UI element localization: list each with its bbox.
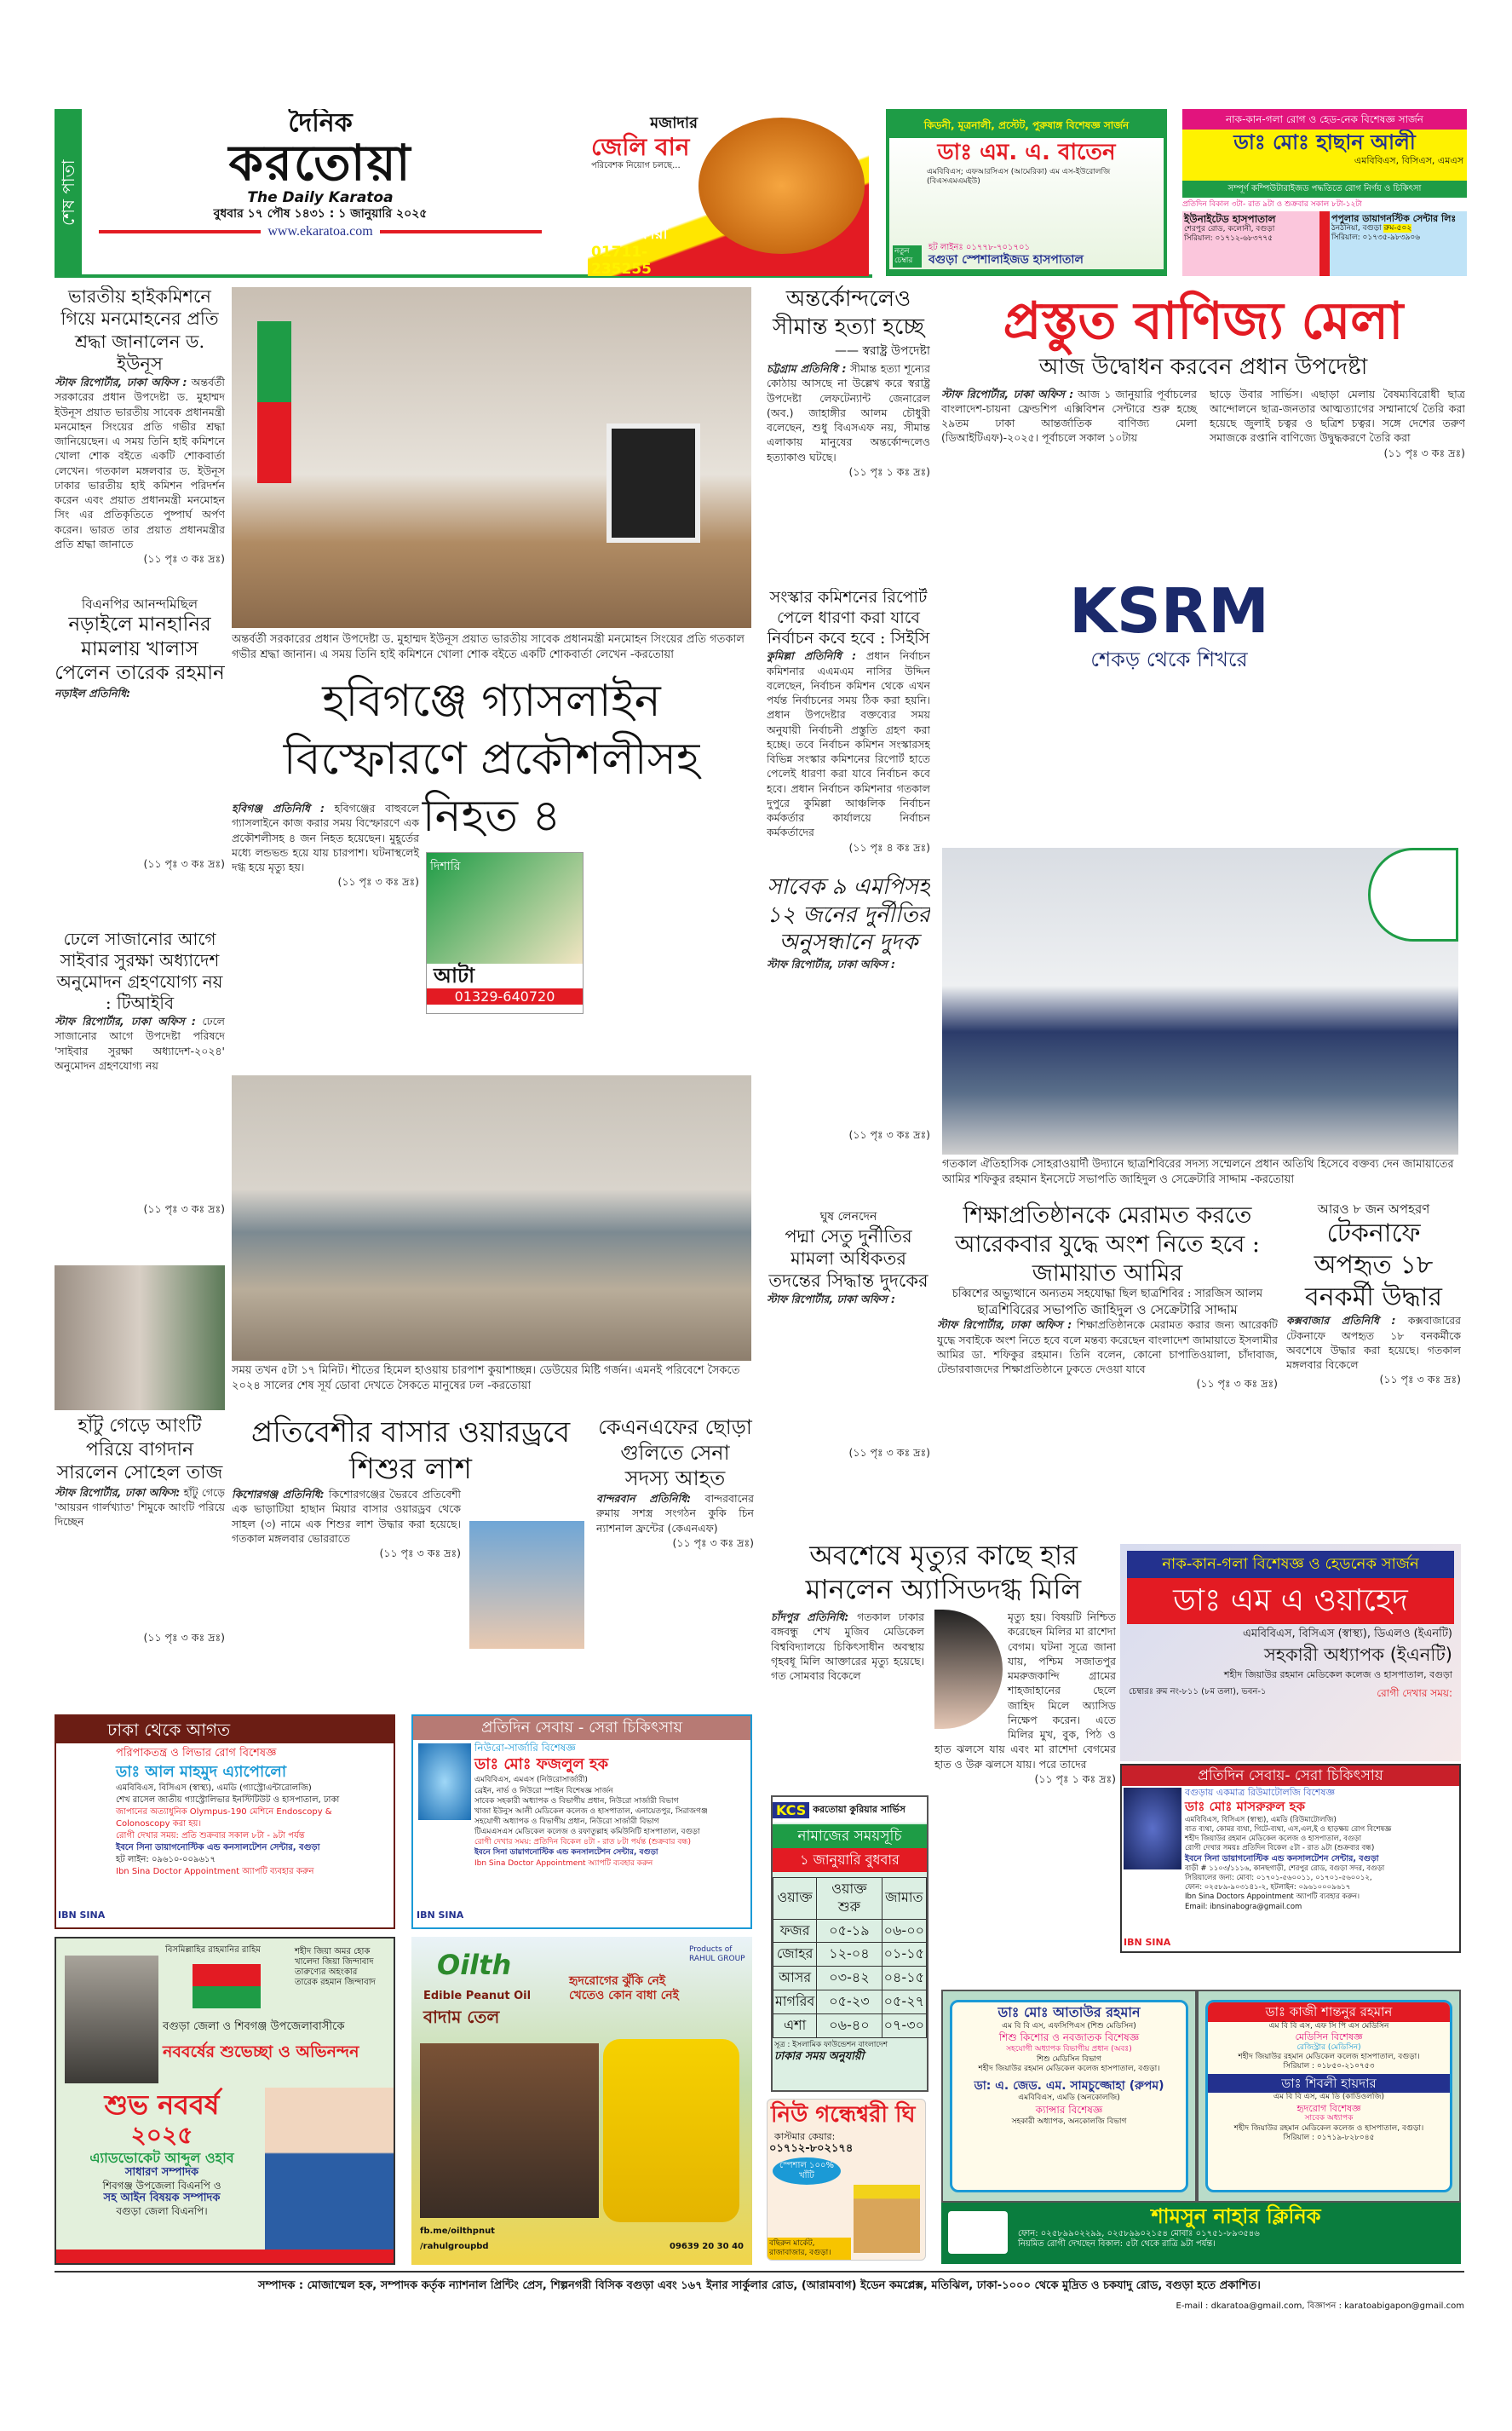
portrait-candidate [265,2088,395,2250]
continued-ref[interactable]: (১১ পৃঃ ৩ কঃ দ্রঃ) [379,1547,461,1559]
clinic-name: শামসুন নাহার ক্লিনিক [1151,2204,1321,2228]
dateline: স্টাফ রিপোর্টার, ঢাকা অফিস : [767,1293,896,1306]
dateline: স্টাফ রিপোর্টার, ঢাকা অফিস : [55,376,187,389]
story-trade-fair[interactable] [941,290,1465,550]
ksrm-tagline: শেকড় থেকে শিখরে [1090,648,1248,672]
continued-ref[interactable]: (১১ পৃঃ ৩ কঃ দ্রঃ) [1379,1373,1461,1386]
continued-ref[interactable]: (১১ পৃঃ ৩ কঃ দ্রঃ) [143,1202,225,1215]
ad-line: সাবেক সহকারী অধ্যাপক ও বিভাগীয় প্রধান, নিউরো সার্জারী বিভাগ [474,1796,679,1806]
dateline: বান্দরবান প্রতিনিধি: [596,1492,692,1505]
section-strip [55,109,82,276]
continued-ref[interactable]: (১১ পৃঃ ৩ কঃ দ্রঃ) [143,552,225,565]
bnp-flag [193,1964,261,2008]
photo-mili [934,1610,1003,1729]
ghee-jar [854,2185,920,2253]
english-name: The Daily Karatoa [247,188,394,206]
paper-name: করতোয়া [228,134,412,192]
ad-time: রোগী দেখার সময়: প্রতি শুক্রবার সকাল ৮টা - ৯টা পর্যন্ত [116,1831,305,1841]
ad-badge: নতুন চেম্বার [893,245,922,268]
ad-line: বাত ব্যথা, কোমর ব্যথা, গিটে-ব্যথা, এস,এল,ই ও হাড়ক্ষয় রোগ বিশেষজ্ঞ [1185,1824,1392,1834]
doctor-name: ডাঃ মোঃ মাসরুরুল হক [1185,1799,1305,1815]
chamber-2: পপুলার ডায়াগনস্টিক সেন্টার লিঃ ঠনঠনিয়া, বগুড়া রুম-৫০২ সিরিয়াল: ০১৭৩৫-৯৮৩৯০৬ [1330,211,1467,276]
story-body: ঢেলে সাজানোর আগে উপদেষ্টা পরিষদে 'সাইবার সুরক্ষা অধ্যাদেশ-২০২৪' অনুমোদন গ্রহণযোগ্য নয় [55,1015,225,1072]
prayer-table: ওয়াক্ত ওয়াক্ত শুরু জামাত ফজর ০৫-১৯ ০৬-০০ জোহর ১২-০৪ ০১-১৫ আসর ০৩-৪২ ০৪-১৫ মাগরিব ০৫-২৩ ০৫-২৭ এশা ০৬-৪০ ০৭-৩০ [773,1877,927,2038]
ad-neuro[interactable] [411,1714,752,1929]
ad-slogan: হৃদরোগের ঝুঁকি নেই খেতেও কোন বাধা নেই [569,1974,679,2002]
story-tib[interactable] [55,929,225,1261]
headline: হাঁটু গেড়ে আংটি পরিয়ে বাগদান সারলেন সোহেল তাজ [56,1415,223,1483]
ad-title: সহযোগী অধ্যাপক বিভাগীয় প্রধান (অবঃ) [1006,2045,1132,2054]
subhead: আজ উদ্বোধন করবেন প্রধান উপদেষ্টা [1038,354,1368,380]
prayer-date: ১ জানুয়ারি বুধবার [773,1848,927,1872]
ad-degrees: এমবিবিএস, বিসিএস, এমএস [1354,154,1463,166]
ad-header: নাক-কান-গলা রোগ ও হেড-নেক বিশেষজ্ঞ সার্জন [1182,109,1467,130]
story-body: আজ ১ জানুয়ারি পূর্বাচলের বাংলাদেশ-চায়না ফ্রেন্ডশিপ এক্সিবিশন সেন্টারে শুরু হচ্ছে ২৯তম ঢাকা আন্তর্জাতিক বাণিজ্য মেলা (ডিআইটিএফ)-২০২৫। পূর্বাচলে সকাল ১০টায় [941,387,1197,445]
continued-ref[interactable]: (১১ পৃঃ ৩ কঃ দ্রঃ) [143,1630,225,1644]
ad-org: বগুড়া জেলা বিএনপি। [116,2204,208,2217]
headline: ভারতীয় হাইকমিশনে গিয়ে মনমোহনের প্রতি শ্রদ্ধা জানালেন ড. ইউনূস [60,286,219,374]
ad-degrees: এমবিবিএস; এফআরসিএস (আমেরিকা) এম এস-ইউরোলজি (বিএসএমএমইউ) [927,168,1111,186]
kcs-logo: KCS [773,1802,809,1818]
ad-title: সহকারী অধ্যাপক (ইএনটি) [1264,1644,1452,1665]
doctor-name: ডাঃ এম. এ. বাতেন [937,140,1116,165]
ad-line: ব্রেইন, নার্ভ ও নিউরো স্পাইন বিশেষজ্ঞ সার্জন [474,1786,613,1795]
headline: কেএনএফের ছোড়া গুলিতে সেনা সদস্য আহত [598,1415,752,1490]
dateline: স্টাফ রিপোর্টার, ঢাকা অফিস : [767,957,896,971]
table-row: মাগরিব ০৫-২৩ ০৫-২৭ [773,1990,927,2013]
ad-spec: পরিপাকতন্ত্র ও লিভার রোগ বিশেষজ্ঞ [116,1747,277,1760]
ad-atauur[interactable] [941,1990,1197,2203]
continued-ref[interactable]: (১১ পৃঃ ১ কঃ দ্রঃ) [848,464,930,478]
clinic-logo [948,2211,1008,2254]
story-body: প্রধান নির্বাচন কমিশনার এএমএম নাসির উদ্দিন বলেছেন, নির্বাচন কমিশন থেকে এখন পর্যন্ত নির্বাচনের সময় ঠিক করা হয়নি। প্রধান উপদেষ্টার বক্তব্যের সময় অনুযায়ী নির্বাচনী প্রস্তুতি গ্রহণ করা হচ্ছে। তবে নির্বাচন কমিশন সংস্কারসহ বিভিন্ন সংস্কার কমিশনের রিপোর্ট হাতে পেলেই ধারণা করা যাবে নির্বাচন কবে হবে। প্রধান নির্বাচন কমিশনার গতকাল দুপুরে কুমিল্লা আঞ্চলিক নির্বাচন কর্মকর্তার কার্যালয়ে নির্বাচন কর্মকর্তাদের [767,649,930,839]
ad-hotline: হট লাইন: ০৯৬১০-০০৯৬১৭ [116,1855,216,1865]
photo-beach-sunset [232,1075,751,1361]
ad-greeting: নববর্ষের শুভেচ্ছা ও অভিনন্দন [163,2042,359,2061]
prayer-source: সূত্র : ইসলামিক ফাউন্ডেশন বাংলাদেশ [774,2040,888,2049]
subhead: ছাত্রশিবিরের সভাপতি জাহিদুল ও সেক্রেটারি সাদ্দাম [977,1301,1238,1317]
headline: অবশেষে মৃত্যুর কাছে হার মানলেন অ্যাসিডদগ্ধ মিলি [805,1539,1082,1605]
oilth-logo: Oilth [437,1949,512,1981]
dateline: নড়াইল প্রতিনিধি: [55,687,131,700]
kicker: ঘুষ লেনদেন [819,1210,877,1224]
story-body: শিক্ষাপ্রতিষ্ঠানকে মেরামত করার জন্য আরেকটি যুদ্ধে সবাইকে অংশ নিতে হবে বলে মন্তব্য করেছেন বাংলাদেশ জামায়াতে ইসলামীর আমির ডা. শফিকুর রহমান। তিনি বলেন, কোনো চাপাতিওয়ালা, চাঁদাবাজ, টেন্ডারবাজদের শিক্ষাপ্রতিষ্ঠানে ঢুকতে দেওয়া যাবে [937,1318,1278,1375]
ad-header: কিডনী, মূত্রনালী, প্রস্টেট, পুরুষাঙ্গ বিশেষজ্ঞ সার্জন [923,119,1130,131]
ad-degrees: এম বি বি এস, এফ সি পি এস মেডিসিন [1268,2021,1389,2031]
story-yunus[interactable] [55,285,225,594]
ad-rheumatology[interactable] [1120,1764,1461,1953]
story-body: গতকাল ঢাকার বঙ্গবন্ধু শেখ মুজিব মেডিকেল বিশ্ববিদ্যালয়ে চিকিৎসাধীন অবস্থায় গৃহবধূ মিলি আক্তারের মৃত্যু হয়েছে। গত সোমবার বিকেলে [771,1610,924,1682]
cooking-image [420,2043,599,2218]
subhead: চব্বিশের অভ্যুত্থানে অন্যতম সহযোদ্ধা ছিল ছাত্রশিবির : সারজিস আলম [951,1288,1263,1301]
story-jamaat[interactable] [937,1201,1278,1534]
facebook-link[interactable]: fb.me/oilthpnut [420,2226,495,2236]
website-link[interactable]: www.ekaratoa.com [267,224,373,239]
doctor-name: ডাঃ মোঃ হাছান আলী [1233,130,1416,154]
ad-ghee[interactable] [767,2099,926,2261]
ad-jelly-bun[interactable] [588,109,869,276]
dateline: স্টাফ রিপোর্টার, ঢাকা অফিস: [55,1485,181,1499]
ad-serial: সিরিয়াল : ০১৮৫০-২১০৭৫৩ [1283,2062,1375,2071]
table-row: ফজর ০৫-১৯ ০৬-০০ [773,1919,927,1943]
ibn-sina-logo: IBN SINA [1124,1937,1171,1948]
dateline: চট্টগ্রাম প্রতিনিধি : [767,362,847,375]
ad-degrees: এমবিবিএস, বিসিএস (স্বাস্থ্য), এমডি (গ্যাস্ট্রোএন্টারোলজি) [116,1783,312,1794]
ad-phone: 01329-640720 [427,988,583,1005]
ad-degrees: এমবিবিএস, এমডি (অনকোলজি) [1018,2094,1120,2103]
dateline: কুমিল্লা প্রতিনিধি : [767,649,857,663]
story-sohel-taj[interactable] [55,1414,225,1708]
ad-title: সাধারণ সম্পাদক [124,2166,199,2180]
ad-urology[interactable] [886,109,1167,276]
ad-year: ২০২৫ [130,2121,193,2150]
doctor-name: ডাঃ মোঃ আতাউর রহমান [997,2004,1141,2020]
photo-caption: অন্তর্বর্তী সরকারের প্রধান উপদেষ্টা ড. মুহাম্মদ ইউনূস প্রয়াত ভারতীয় সাবেক প্রধানমন্ত্রী মনমোহন সিংয়ের প্রতি গতকাল গভীর শ্রদ্ধা জানান। এ সময় তিনি হাই কমিশনে খোলা শোক বইতে একটি শোকবার্তা লেখেন -করতোয়া [232,633,745,661]
ad-degrees: এমবিবিএস, বিসিএস (স্বাস্থ্য), এমডি (রিউমাটোলজি) [1185,1815,1337,1824]
ad-time: রোগী দেখার সময়: প্রতিদিন বিকেল ৪টা - রাত ৮টা পর্যন্ত (শুক্রবার বন্ধ) [474,1838,691,1847]
ad-atta[interactable] [426,852,584,1014]
prayer-times-box [771,1795,928,2092]
headline: টেকনাফে অপহৃত ১৮ বনকর্মী উদ্ধার [1305,1218,1442,1312]
ad-title: নিউ গন্ধেশ্বরী ঘি [771,2102,916,2128]
continued-ref[interactable]: (১১ পৃঃ ৩ কঃ দ্রঃ) [1196,1377,1278,1391]
continued-ref[interactable]: (১১ পৃঃ ৩ কঃ দ্রঃ) [337,875,419,889]
ad-to: বগুড়া জেলা ও শিবগঞ্জ উপজেলাবাসীকে [163,2020,345,2033]
ad-time: রোগী দেখার সময়: [1377,1686,1452,1699]
ad-hospital: বগুড়া স্পেশালাইজড হাসপাতাল [928,253,1084,268]
doctor-name: ডাঃ শিবলী হায়দার [1208,2074,1450,2094]
dateline: চাঁদপুর প্রতিনিধি: [771,1610,849,1623]
story-body-2: মৃত্যু হয়। বিষয়টি নিশ্চিত করেছেন মিলির মা রাশেদা বেগম। ঘটনা সূত্রে জানা যায়, পশ্চিম সজাতপুর মমরুজকান্দি গ্রামের শাহজাহানের ছেলে জাহিদ মিলে অ্যাসিড নিক্ষেপ করেন। এতে মিলির মুখ, বুক, পিঠ ও হাত ঝলসে যায় এবং মা রাশেদা বেগমের হাত ও উরু ঝলসে যায়। পরে তাদের (১১ পৃঃ ১ কঃ দ্রঃ) [934,1610,1116,1785]
prayer-title: নামাজের সময়সূচি [773,1824,927,1848]
dateline: কক্সবাজার প্রতিনিধি : [1286,1314,1396,1328]
prayer-note: ঢাকার সময় অনুযায়ী [774,2050,865,2064]
ad-time: রোগী দেখার সময়ঃ প্রতিদিন বিকেল ৫টা - রাত ৯টা (শুক্রবার বন্ধ) [1185,1843,1375,1852]
attribution: —— স্বরাষ্ট্র উপদেষ্টা [835,344,930,358]
ad-brand: ঢাকা বেকারী [591,225,668,243]
continued-ref[interactable]: (১১ পৃঃ ৩ কঃ দ্রঃ) [848,1446,930,1460]
ad-chamber: চেম্বারঃ রুম নং-৮১১ (৮ম তলা), ভবন-১ [1129,1686,1267,1697]
ad-ksrm[interactable] [1022,554,1316,724]
kicker: আরও ৮ জন অপহরণ [1317,1201,1430,1217]
ad-serial: সিরিয়াল : ০১৭১৯-৮২৮০৪৫ [1283,2133,1375,2142]
continued-ref[interactable]: (১১ পৃঃ ৪ কঃ দ্রঃ) [848,840,930,854]
story-knf[interactable] [596,1414,754,1708]
headline: অন্তর্কোন্দলেও সীমান্ত হত্যা হচ্ছে [772,286,924,340]
ad-maker: Products of RAHUL GROUP [689,1945,745,1963]
headline: পদ্মা সেতু দুর্নীতির মামলা অধিকতর তদন্তের সিদ্ধান্ত দুদকের [768,1225,928,1291]
chamber-1: ইউনাইটেড হাসপাতাল শেরপুর রোড, কলোনী, বগুড়া সিরিয়াল: ০১৭১২-৬৮৩৭৭৫ [1182,211,1319,276]
ad-email: Email: ibnsinabogra@gmail.com [1185,1902,1302,1911]
ad-ent-waheed[interactable] [1120,1544,1461,1761]
doctor-name: ডাঃ মোঃ ফজলুল হক [474,1755,609,1774]
story-tarique[interactable] [55,596,225,920]
ad-oilth[interactable] [411,1937,752,2265]
paper-prefix: দৈনিক [288,109,353,138]
ad-kazi-shibli[interactable] [1197,1990,1461,2203]
story-cec[interactable] [767,588,930,869]
story-body: হাঁটু গেড়ে 'আয়রন গার্লখ্যাত' শিমুকে আংটি পরিয়ে দিচ্ছেন [55,1485,225,1528]
ad-header: ঢাকা থেকে আগত [56,1716,394,1743]
ad-ent-top[interactable] [1182,109,1467,276]
story-body-2: ছাড়ে উবার সার্ভিস। এছাড়া মেলায় বৈষম্যবিরোধী ছাত্র আন্দোলনে ছাত্র-জনতার আত্মত্যাগের সম্মানার্থে তৈরি করা হয়েছে জুলাই চত্বর ও ছত্রিশ চত্বর। সঙ্গে দেশের তরুণ সমাজকে রপ্তানি বাণিজ্যে উদ্বুদ্ধকরণে তৈরি করা [1210,387,1465,445]
dateline: কিশোরগঞ্জ প্রতিনিধি: [232,1488,325,1501]
ad-app: Ibn Sina Doctor Appointment অ্যাপটি ব্যবহার করুন [474,1858,653,1868]
clinic-hours: নিয়মিত রোগী দেখছেন বিকাল: ৫টা থেকে রাত্রি ৯টা পর্যন্ত। [1018,2238,1216,2249]
brain-image [418,1743,471,1820]
story-teknaf[interactable] [1286,1201,1461,1534]
headline: প্রতিবেশীর বাসার ওয়ারড্রবে শিশুর লাশ [250,1415,571,1486]
dateline: স্টাফ রিপোর্টার, ঢাকা অফিস : [55,1015,196,1028]
ad-title: সহ আইন বিষয়ক সম্পাদক [103,2192,221,2205]
table-row: আসর ০৩-৪২ ০৪-১৫ [773,1967,927,1990]
ad-gastro[interactable] [55,1714,395,1929]
photo-caption: সময় তখন ৫টা ১৭ মিনিট। শীতের হিমেল হাওয়ায় চারপাশ কুয়াশাচ্ছন্ন। ডেউয়ের মিষ্টি গর্জন। এমনই পরিবেশে সৈকতে ২০২৪ সালের শেষ সূর্য ডোবা দেখতে সৈকতে মানুষের ঢল -করতোয়া [232,1364,740,1392]
ibn-sina-logo: IBN SINA [417,1910,464,1921]
doctor-name: ডাঃ আল মাহমুদ এ্যাপোলো [116,1763,287,1782]
ad-address: বাড়ী # ১১০৩/১১১৬, কানছগাড়ী, শেরপুর রোড, বগুড়া সদর, বগুড়া [1185,1864,1385,1874]
dateline: হবিগঞ্জ প্রতিনিধি : [232,802,325,815]
ad-spec: বগুড়ায় একমাত্র রিউমাটোলজি বিশেষজ্ঞ [1185,1787,1335,1798]
headline: ঢেলে সাজানোর আগে সাইবার সুরক্ষা অধ্যাদেশ অনুমোদন গ্রহণযোগ্য নয় : টিআইবি [56,929,223,1013]
ibn-sina-logo: IBN SINA [58,1910,106,1921]
ad-degrees: এম বি বি এস, এম ডি (কার্ডিওলজি) [1273,2093,1384,2102]
photo-jamaat-rally [942,848,1458,1155]
ad-title: সাবেক অধ্যাপক [1304,2114,1354,2123]
ad-title: রেজিস্ট্রার (মেডিসিন) [1296,2042,1361,2052]
ad-hours: প্রতিদিন বিকাল ৩টা- রাত ৯টা ও শুক্রবার সকাল ৮টা-১২টা [1182,200,1362,209]
ad-slogans: শহীদ জিয়া অমর হোক খালেদা জিয়া জিন্দাবাদ তারুণ্যের অহংকার তারেক রহমান জিন্দাবাদ [295,1947,376,1987]
ad-center: ইবনে সিনা ডায়াগনোস্টিক এন্ড কনসালটেশন সেন্টার, বগুড়া [116,1843,320,1853]
ad-header: প্রতিদিন সেবায় - সেরা চিকিৎসায় [413,1716,750,1740]
ad-header: প্রতিদিন সেবায়- সেরা চিকিৎসায় [1122,1766,1459,1786]
ad-spec: ক্যান্সার বিশেষজ্ঞ [1035,2104,1103,2117]
ad-product-bn: বাদাম তেল [423,2007,500,2027]
doctor-name: ডাঃ কাজী শান্তনুর রহমান [1208,2002,1450,2022]
headline: প্রস্তুত বাণিজ্য মেলা [1003,291,1404,351]
ad-app: Ibn Sina Doctor Appointment অ্যাপটি ব্যবহার করুন [116,1867,314,1877]
ad-big: শুভ নববর্ষ [104,2088,220,2121]
ad-degrees: এমবিবিএস, বিসিএস (স্বাস্থ্য), ডিএলও (ইএনটি) [1242,1627,1452,1640]
story-border-killing[interactable] [767,285,930,584]
ad-title: জেলি বান [591,132,690,161]
ad-bismillah: বিসমিল্লাহির রাহমানির রাহিম [165,1945,261,1955]
ad-product-en: Edible Peanut Oil [423,1990,532,2002]
social-link[interactable]: /rahulgroupbd [420,2242,489,2251]
ad-machine: জাপানের অত্যাধুনিক Olympus-190 মেশিনে Endoscopy & Colonoscopy করা হয়। [116,1807,332,1829]
ad-inst: শহীদ জিয়াউর রহমান মেডিকেল কলেজ ও হাসপাতাল, বগুড়া [1185,1834,1362,1843]
headline: শিক্ষাপ্রতিষ্ঠানকে মেরামত করতে আরেকবার যুদ্ধে অংশ নিতে হবে : জামায়াত আমির [955,1202,1260,1287]
photo-caption: গতকাল ঐতিহাসিক সোহরাওয়ার্দী উদ্যানে ছাত্রশিবিরের সদস্য সম্মেলনে প্রধান অতিথি হিসেবে বক্তব্য দেন জামায়াতের আমির শফিকুর রহমান ইনসেটে সভাপতি জাহিদুল ও সেক্রেটারি সাদ্দাম -করতোয়া [942,1158,1454,1186]
bun-image [699,118,865,254]
doctor-name: ডাঃ এম এ ওয়াহেদ [1127,1578,1454,1624]
oil-bottles [603,2039,739,2222]
ad-header: নাক-কান-গলা বিশেষজ্ঞ ও হেডনেক সার্জন [1127,1551,1454,1578]
ad-phone: 09639 20 30 40 [670,2242,744,2251]
story-body: কক্সবাজারের টেকনাফে অপহৃত ১৮ বনকর্মীকে অবশেষে উদ্ধার করা হয়েছে। গতকাল মঙ্গলবার বিকেলে [1286,1314,1461,1371]
ad-spec: হৃদরোগ বিশেষজ্ঞ [1296,2102,1361,2114]
imprint-line: সম্পাদক : মোজাম্মেল হক, সম্পাদক কর্তৃক ন্যাশনাল প্রিন্টিং প্রেস, শিল্পনগরী বিসিক বগুড়া এবং ১৬৭ ইনার সার্কুলার রোড, (আরামবাগ) ইডেন কমপ্লেক্স, মতিঝিল, ঢাকা-১০০০ থেকে মুদ্রিত ও চকযাদু রোড, বগুড়া হতে প্রকাশিত। [258,2279,1261,2292]
ad-center: ইবনে সিনা ডায়াগনোস্টিক এন্ড কনসালটেশন সেন্টার, বগুড়া [474,1848,658,1858]
story-body: অন্তর্বর্তী সরকারের প্রধান উপদেষ্টা ড. মুহাম্মদ ইউনূস প্রয়াত ভারতীয় সাবেক প্রধানমন্ত্রী মনমোহন সিংয়ের প্রতি গভীর শ্রদ্ধা জানিয়েছেন। এ সময় তিনি হাই কমিশনে খোলা শোক বইতে একটি শোকবার্তা লেখেন। গতকাল মঙ্গলবার ড. ইউনূস ঢাকার ভারতীয় হাই কমিশন পরিদর্শন করেন এবং প্রয়াত প্রধানমন্ত্রী মনমোহন সিং এর প্রতিকৃতিতে পুষ্পার্ঘ অর্পণ করেন। ভারত তার প্রয়াত প্রধানমন্ত্রীর প্রতি শ্রদ্ধা জানাতে [55,376,225,550]
doctor-name: ডা: এ. জেড. এম. সামচুজ্জোহা (রুপম) [974,2079,1164,2094]
continued-ref[interactable]: (১১ পৃঃ ৩ কঃ দ্রঃ) [1383,446,1465,459]
table-row: জোহর ১২-০৪ ০১-১৫ [773,1943,927,1967]
ad-inst: শহীদ জিয়াউর রহমান মেডিকেল কলেজ ও হাসপাতাল, বগুড়া। [1233,2123,1424,2133]
ksrm-logo: KSRM [1069,575,1269,647]
ad-line: টিএমএসএস মেডিকেল কলেজ ও রফাতুল্লাহ কমিউনিটি হাসপাতাল, বগুড়া [474,1828,700,1837]
ad-hotline: হট লাইনঃ ০১৭৭৮-৭০১৭০১ [928,243,1030,253]
ad-name: এ্যাডভোকেট আব্দুল ওহাব [89,2149,234,2166]
ad-care: কাস্টমার কেয়ার: [774,2130,836,2142]
courier-brand: করতোয়া কুরিয়ার সার্ভিস [813,1803,905,1815]
story-padma[interactable] [767,1210,930,1525]
ad-phone: ফোন: ০২৫৮৯-৯০৩১৪১-২, হটলাইন: ০৯৬১০০০৯৬১৭ [1185,1883,1351,1892]
story-body: কিশোরগঞ্জের ভৈরবে প্রতিবেশী এক ভাড়াটিয়া হাছান মিয়ার বাসার ওয়ারড্রব থেকে সাহল (৩) নামে এক শিশুর লাশ উদ্ধার করা হয়েছে। গতকাল মঙ্গলবার ভোররাতে [232,1488,461,1545]
ad-spec: মেডিসিন বিশেষজ্ঞ [1295,2031,1363,2042]
ad-dept: শিশু মেডিসিন বিভাগ [1037,2054,1101,2064]
ad-line: সহযোগী অধ্যাপক ও বিভাগীয় প্রধান, নিউরো সার্জারী বিভাগ [474,1817,659,1827]
story-body: বান্দরবানের রুমায় সশস্ত্র সংগঠন কুকি চিন ন্যাশনাল ফ্রন্টের (কেএনএফ) [596,1492,754,1535]
ad-degrees: এম বি বি এস, এফসিপিএস (শিশু মেডিসিন) [1002,2021,1136,2031]
issue-date: বুধবার ১৭ পৌষ ১৪৩১ : ১ জানুয়ারি ২০২৫ [213,207,428,222]
masthead-logo[interactable] [82,109,559,274]
ad-brand: দিশারি [430,860,461,873]
ad-note: পরিবেশক নিয়োগ চলছে... [591,161,681,171]
continued-ref[interactable]: (১১ পৃঃ ৩ কঃ দ্রঃ) [672,1535,754,1549]
photo-child [469,1521,584,1649]
photo-engagement [55,1265,225,1410]
dateline: স্টাফ রিপোর্টার, ঢাকা অফিস : [937,1318,1072,1332]
ad-degrees: এমবিবিএস, এমএস (নিউরোসার্জারী) [474,1776,588,1785]
story-acc[interactable] [767,873,930,1206]
clinic-phone: ফোন: ০২৫৮৯৯০২২৯৯, ০২৫৮৯৯০২১৫৪ মোবাঃ ০১৭৫১-৮৯৩৫৪৬ [1018,2228,1260,2238]
ad-address: বছিরুন মার্কেট, রাজাবাজার, বগুড়া। [767,2238,851,2260]
kicker: বিএনপির আনন্দমিছিল [81,596,198,612]
ad-phone: ০১৭১২-৮০২১৭৪ [769,2141,854,2155]
joint-image [1124,1788,1181,1869]
headline: হবিগঞ্জে গ্যাসলাইন বিস্ফোরণে প্রকৌশলীসহ নিহত ৪ [283,676,700,843]
ad-serial: সিরিয়ালের জন্য: মোবা: ০১৭০১-৫৬০০১১, ০১৭০১-৫৬০০১২, [1185,1874,1372,1883]
ad-app: Ibn Sina Doctors Appointment অ্যাপটি ব্যবহার করুন। [1185,1892,1360,1902]
ad-inst: শহীদ জিয়াউর রহমান মেডিকেল কলেজ হাসপাতাল, বগুড়া। [978,2065,1160,2074]
ad-clinic[interactable] [941,2203,1461,2264]
continued-ref[interactable]: (১১ পৃঃ ৩ কঃ দ্রঃ) [143,857,225,870]
ad-inst: শহীদ জিয়াউর রহমান মেডিকেল কলেজ ও হাসপাতাল, বগুড়া [1224,1668,1452,1680]
photo-yunus-condolence [232,287,751,628]
story-body: সীমান্ত হত্যা শূন্যের কোঠায় আসছে না উল্লেখ করে স্বরাষ্ট্র উপদেষ্টা লেফটেন্যান্ট জেনারেল (অব.) জাহাঙ্গীর আলম চৌধুরী বলেছেন, শুধু বিএসএফ নয়, সীমান্ত এলাকায় মানুষের অন্তর্কোন্দলেও হত্যাকাণ্ড ঘটছে। [767,362,930,464]
continued-ref[interactable]: (১১ পৃঃ ৩ কঃ দ্রঃ) [848,1127,930,1141]
continued-ref[interactable]: (১১ পৃঃ ১ কঃ দ্রঃ) [1034,1771,1116,1785]
ad-product: আটা [434,964,475,988]
ad-inst: শহীদ জিয়াউর রহমান মেডিকেল কলেজ হাসপাতাল, বগুড়া। [1238,2053,1420,2061]
ad-inst: শেখ রাসেল জাতীয় গ্যাস্ট্রোলিভার ইনস্টিটিউট ও হাসপাতাল, ঢাকা [116,1795,340,1806]
ad-badge: স্পেশাল ১০০% খাঁটি [773,2157,841,2185]
ad-title: সহকারী অধ্যাপক, অনকোলজি বিভাগ [1011,2117,1127,2126]
ad-kicker: মজাদার [650,114,698,132]
dateline: স্টাফ রিপোর্টার, ঢাকা অফিস : [941,387,1074,400]
headline: সংস্কার কমিশনের রিপোর্ট পেলে ধারণা করা যাবে নির্বাচন কবে হবে : সিইসি [767,588,930,648]
ad-org: শিবগঞ্জ উপজেলা বিএনপি ও [102,2179,221,2192]
ad-line: খাজা ইউনুস আলী মেডিকেল কলেজ ও হাসপাতাল, এনায়েতপুর, সিরাজগঞ্জ [474,1806,708,1816]
ad-phone: 01711-235255 [591,243,652,276]
ad-center: ইবনে সিনা ডায়াগনোস্টিক এন্ড কনসালটেশন সেন্টার, বগুড়া [1185,1853,1379,1864]
portraits [65,1956,158,2083]
ad-line: সম্পূর্ণ কম্পিউটারাইজড পদ্ধতিতে রোগ নির্ণয় ও চিকিৎসা [1182,181,1467,198]
headline: সাবেক ৯ এমপিসহ ১২ জনের দুর্নীতির অনুসন্ধানে দুদক [767,874,930,955]
story-child-body[interactable] [232,1414,589,1708]
story-body: হবিগঞ্জের বাহুবলে গ্যাসলাইনে কাজ করার সময় বিস্ফোরণে এক প্রকৌশলীসহ ৪ জন নিহত হয়েছেন। মুহূর্তের মধ্যে লন্ডভন্ড হয়ে যায় চারপাশ। ঘটনাস্থলেই দগ্ধ হয়ে মৃত্যু হয়। [232,802,419,873]
contact-line: E-mail : dkaratoa@gmail.com, বিজ্ঞাপন : karatoabigapon@gmail.com [1176,2301,1464,2311]
section-label: শেষ পাতা [58,159,78,226]
table-row: এশা ০৬-৪০ ০৭-৩০ [773,2013,927,2037]
ad-spec: নিউরো-সার্জারি বিশেষজ্ঞ [474,1742,576,1754]
ad-new-year-greeting[interactable] [55,1937,395,2265]
headline: নড়াইলে মানহানির মামলায় খালাস পেলেন তারেক রহমান [55,613,225,685]
ad-spec: শিশু কিশোর ও নবজাতক বিশেষজ্ঞ [998,2031,1140,2044]
